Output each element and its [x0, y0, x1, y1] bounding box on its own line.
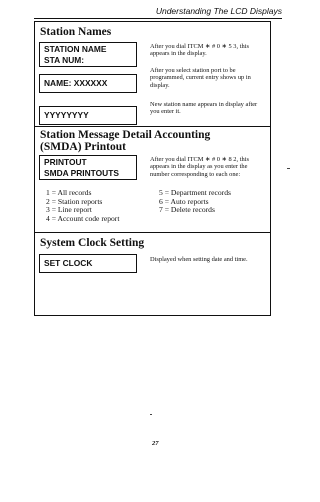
lcd-line: STA NUM: [44, 54, 85, 65]
clock-note: Displayed when setting date and time. [150, 256, 248, 263]
lcd-name-entry [39, 74, 137, 93]
header-rule [34, 18, 282, 19]
option-item: 3 = Line report [46, 205, 92, 215]
lcd-line: NAME: XXXXXX [44, 78, 108, 88]
lcd-line: STATION NAME [44, 44, 107, 54]
smda-options-right [159, 189, 231, 215]
smda-options-left [46, 189, 119, 223]
section-divider [35, 126, 270, 127]
option-item: 1 = All records [46, 188, 92, 197]
section-divider [35, 232, 270, 233]
smda-heading-line-2: (SMDA) Printout [40, 141, 126, 153]
lcd-station-name [39, 42, 137, 67]
scan-mark [287, 168, 290, 169]
option-item: 4 = Account code report [46, 213, 120, 223]
page-number: 27 [152, 440, 159, 447]
lcd-smda-printout [39, 155, 137, 180]
lcd-line: YYYYYYYY [44, 110, 89, 120]
station-names-note-1: After you dial ITCM ∗ # 0 ∗ 5 3, this appears in the display. [150, 43, 249, 58]
running-header: Understanding The LCD Displays [155, 6, 282, 16]
station-names-heading: Station Names [40, 26, 112, 38]
option-item: 2 = Station reports [46, 196, 103, 206]
smda-note: After you dial ITCM ∗ # 0 ∗ 8 2, this appears in the display as you enter the number corresponding to each one: [150, 156, 249, 178]
lcd-line: SMDA PRINTOUTS [44, 167, 119, 178]
lcd-line: PRINTOUT [44, 157, 87, 167]
lcd-new-name [39, 106, 137, 125]
option-item: 7 = Delete records [159, 205, 215, 215]
content-frame [34, 21, 271, 316]
clock-heading: System Clock Setting [40, 237, 145, 249]
station-names-note-3: New station name appears in display after you enter it. [150, 101, 258, 116]
smda-heading-line-1: Station Message Detail Accounting [40, 129, 211, 141]
lcd-line: SET CLOCK [44, 258, 93, 268]
lcd-set-clock [39, 254, 137, 273]
scan-mark [150, 414, 152, 415]
option-item: 5 = Department records [159, 188, 231, 197]
station-names-note-2: After you select station port to be programmed, current entry shows up in display. [150, 67, 251, 89]
option-item: 6 = Auto reports [159, 196, 209, 206]
